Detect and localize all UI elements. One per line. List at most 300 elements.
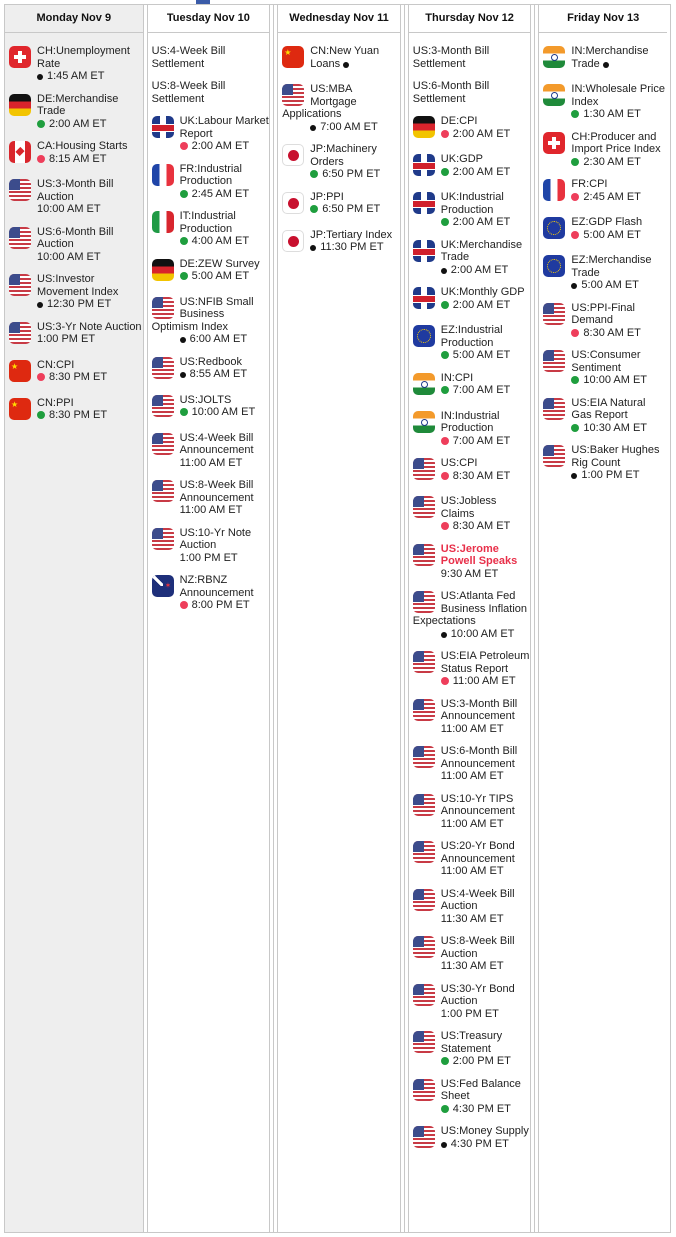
calendar-event[interactable] [413, 745, 531, 783]
event-name[interactable]: US:10-Yr TIPS Announcement [440, 792, 515, 817]
event-time-row [152, 188, 270, 201]
us-flag-icon [152, 297, 174, 319]
status-dot [571, 110, 579, 118]
event-name[interactable]: EZ:GDP Flash [571, 216, 643, 228]
us-flag-icon [413, 458, 435, 480]
status-dot [441, 472, 449, 480]
status-dot [180, 601, 188, 609]
event-time-row [9, 251, 143, 264]
event-time: 2:30 AM ET [583, 155, 641, 168]
us-flag-icon [413, 651, 435, 673]
day-header: Monday Nov 9 [5, 5, 143, 33]
event-time: 2:00 AM ET [452, 127, 511, 140]
calendar-event[interactable] [152, 210, 270, 248]
event-name[interactable]: JP:Machinery Orders [310, 143, 377, 168]
event-time: 5:00 AM ET [191, 270, 250, 282]
calendar-event[interactable] [543, 444, 667, 482]
us-flag-icon [413, 591, 435, 613]
us-flag-icon [9, 322, 31, 344]
event-time: 5:00 AM ET [581, 279, 639, 291]
china-flag-icon [282, 46, 304, 68]
us-flag-icon [413, 1126, 435, 1148]
day-column-thursday [405, 5, 536, 1232]
event-time-row [413, 435, 531, 448]
event-time-row [413, 264, 531, 277]
event-name[interactable]: US:Consumer Sentiment [571, 349, 641, 374]
day-column-tuesday [144, 5, 275, 1232]
event-time: 8:30 PM ET [49, 409, 108, 421]
event-name[interactable]: IN:Wholesale Price Index [571, 83, 665, 108]
event-time: 2:00 AM ET [452, 298, 511, 311]
event-time-row [543, 469, 667, 482]
canada-flag-icon [9, 141, 31, 163]
us-flag-icon [413, 746, 435, 768]
event-name[interactable]: US:3-Month Bill Settlement [412, 45, 490, 70]
calendar-event[interactable] [413, 543, 531, 581]
us-flag-icon [413, 1079, 435, 1101]
us-flag-icon [413, 699, 435, 721]
status-dot [343, 62, 349, 68]
calendar-event[interactable] [152, 163, 270, 201]
event-name[interactable]: US:4-Week Bill Announcement [179, 431, 254, 456]
event-name[interactable]: FR:CPI [571, 178, 608, 190]
event-time: 8:15 AM ET [49, 152, 107, 165]
calendar-event[interactable] [413, 191, 531, 229]
event-time: 10:00 AM ET [583, 374, 647, 386]
event-name[interactable]: US:Investor Movement Index [37, 273, 119, 298]
us-flag-icon [413, 794, 435, 816]
event-name[interactable]: JP:PPI [310, 190, 344, 203]
event-time: 10:30 AM ET [583, 421, 647, 434]
event-name[interactable]: US:Redbook [179, 355, 242, 368]
event-time: 2:00 AM ET [452, 216, 511, 228]
event-name[interactable]: IT:Industrial Production [179, 210, 236, 235]
event-time: 1:00 PM ET [440, 1007, 499, 1020]
calendar-event[interactable] [413, 983, 531, 1021]
status-dot [571, 329, 579, 337]
event-time: 1:00 PM ET [179, 551, 238, 564]
calendar-event[interactable] [282, 191, 400, 219]
status-dot [441, 1105, 449, 1113]
us-flag-icon [152, 480, 174, 502]
status-dot [441, 522, 449, 530]
calendar-event[interactable] [543, 131, 667, 169]
event-name[interactable]: US:JOLTS [179, 393, 232, 406]
calendar-event[interactable] [413, 888, 531, 926]
status-dot [37, 411, 45, 419]
calendar-event[interactable] [413, 650, 531, 688]
calendar-event[interactable] [543, 397, 667, 435]
event-time: 11:00 AM ET [440, 770, 504, 782]
event-time-row [413, 675, 531, 688]
event-time: 5:00 AM ET [583, 228, 641, 241]
event-time-row [9, 298, 143, 311]
uk-flag-icon [413, 192, 435, 214]
event-name[interactable]: IN:CPI [440, 371, 474, 384]
event-time: 2:45 AM ET [191, 187, 250, 200]
calendar-event[interactable] [9, 273, 143, 311]
italy-flag-icon [152, 211, 174, 233]
event-time-row [543, 279, 667, 292]
event-name[interactable]: US:EIA Natural Gas Report [571, 396, 646, 421]
event-time-row [543, 422, 667, 435]
economic-calendar [4, 4, 671, 1233]
event-time: 2:00 AM ET [191, 140, 250, 152]
event-name[interactable]: CN:New Yuan Loans [310, 45, 380, 70]
calendar-event[interactable] [9, 359, 143, 387]
status-dot [571, 231, 579, 239]
us-flag-icon [413, 496, 435, 518]
switzerland-flag-icon [9, 46, 31, 68]
us-flag-icon [152, 528, 174, 550]
calendar-event[interactable] [152, 394, 270, 422]
us-flag-icon [9, 227, 31, 249]
event-name[interactable]: UK:Industrial Production [440, 191, 504, 216]
uk-flag-icon [413, 240, 435, 262]
event-name[interactable]: DE:CPI [440, 115, 478, 127]
event-name[interactable]: US:Jobless Claims [440, 495, 497, 520]
status-dot [37, 373, 45, 381]
us-flag-icon [9, 274, 31, 296]
event-time-row [413, 216, 531, 229]
calendar-event[interactable] [413, 239, 531, 277]
event-time-row [282, 121, 400, 134]
event-name[interactable]: US:Money Supply [440, 1125, 529, 1137]
event-name[interactable]: US:8-Week Bill Settlement [151, 80, 226, 105]
event-name[interactable]: US:4-Week Bill Auction [440, 887, 515, 912]
status-dot [180, 272, 188, 280]
event-name[interactable]: US:NFIB Small Business Optimism Index [151, 295, 254, 333]
event-time-row [282, 168, 400, 181]
status-dot [441, 218, 449, 226]
us-flag-icon [543, 350, 565, 372]
calendar-event[interactable] [413, 45, 531, 70]
calendar-event[interactable] [543, 216, 667, 244]
status-dot [310, 205, 318, 213]
event-name[interactable]: CH:Unemployment Rate [37, 45, 130, 70]
event-time-row [152, 333, 270, 346]
event-name[interactable]: US:6-Month Bill Auction [37, 225, 114, 250]
status-dot [310, 125, 316, 131]
calendar-event[interactable] [413, 457, 531, 485]
calendar-event[interactable] [413, 153, 531, 181]
calendar-event[interactable] [282, 229, 400, 257]
status-dot [37, 302, 43, 308]
status-dot [441, 677, 449, 685]
calendar-event[interactable] [9, 321, 143, 349]
event-time: 8:30 AM ET [452, 469, 511, 482]
event-name[interactable]: US:8-Week Bill Announcement [179, 479, 254, 504]
event-name[interactable]: US:6-Month Bill Settlement [412, 80, 490, 105]
eu-flag-icon [413, 325, 435, 347]
calendar-event[interactable] [543, 302, 667, 340]
calendar-event[interactable] [9, 178, 143, 216]
event-name[interactable]: US:30-Yr Bond Auction [440, 982, 515, 1007]
event-time: 2:00 PM ET [452, 1055, 511, 1067]
event-time: 4:30 PM ET [452, 1102, 511, 1115]
us-flag-icon [413, 936, 435, 958]
us-flag-icon [152, 433, 174, 455]
event-time-row [543, 374, 667, 387]
event-name[interactable]: CA:Housing Starts [37, 140, 128, 152]
event-time-row [413, 568, 531, 581]
event-name[interactable]: CN:CPI [37, 358, 75, 371]
event-time: 5:00 AM ET [452, 349, 511, 361]
calendar-event[interactable] [543, 254, 667, 292]
event-time-row [413, 960, 531, 973]
event-name[interactable]: CN:PPI [37, 396, 74, 409]
status-dot [180, 337, 186, 343]
china-flag-icon [9, 398, 31, 420]
us-flag-icon [282, 84, 304, 106]
status-dot [571, 283, 577, 289]
event-name[interactable]: IN:Industrial Production [440, 409, 500, 434]
event-name[interactable]: EZ:Merchandise Trade [571, 254, 652, 279]
calendar-event[interactable] [152, 527, 270, 565]
calendar-event[interactable] [9, 397, 143, 425]
germany-flag-icon [9, 94, 31, 116]
event-time-row [152, 457, 270, 470]
calendar-event[interactable] [543, 349, 667, 387]
us-flag-icon [413, 1031, 435, 1053]
event-time-row [413, 818, 531, 831]
day-column-monday [5, 5, 144, 1232]
event-time-row [543, 156, 667, 169]
status-dot [441, 301, 449, 309]
event-time: 8:30 AM ET [452, 520, 511, 532]
status-dot [441, 632, 447, 638]
day-column-wednesday [274, 5, 405, 1232]
event-time: 10:00 AM ET [37, 250, 101, 263]
event-time-row [9, 118, 143, 131]
calendar-event[interactable] [413, 80, 531, 105]
calendar-event[interactable] [413, 935, 531, 973]
us-flag-icon [413, 984, 435, 1006]
event-name[interactable]: US:Fed Balance Sheet [440, 1077, 521, 1102]
calendar-event[interactable] [543, 178, 667, 206]
event-time: 12:30 PM ET [47, 298, 112, 310]
event-time: 9:30 AM ET [440, 567, 499, 580]
japan-flag-icon [282, 230, 304, 252]
france-flag-icon [543, 179, 565, 201]
calendar-event[interactable] [413, 1030, 531, 1068]
event-time-row [413, 1055, 531, 1068]
event-name[interactable]: US:3-Month Bill Auction [37, 178, 114, 203]
calendar-event[interactable] [413, 698, 531, 736]
calendar-event[interactable] [413, 1125, 531, 1153]
event-time-row [9, 203, 143, 216]
event-time-row [543, 327, 667, 340]
event-time: 7:00 AM ET [452, 434, 511, 447]
event-time-row [413, 865, 531, 878]
event-name[interactable]: US:CPI [440, 457, 478, 469]
calendar-event[interactable] [282, 45, 400, 73]
calendar-event[interactable] [152, 258, 270, 286]
calendar-event[interactable] [413, 495, 531, 533]
event-name[interactable]: DE:ZEW Survey [179, 257, 260, 270]
event-name[interactable]: UK:Merchandise Trade [440, 238, 523, 263]
status-dot [571, 424, 579, 432]
event-time-row [413, 913, 531, 926]
event-time: 4:00 AM ET [191, 235, 250, 247]
event-name[interactable]: US:Baker Hughes Rig Count [571, 444, 660, 469]
event-name[interactable]: UK:Labour Market Report [179, 115, 269, 140]
calendar-event[interactable] [152, 356, 270, 384]
calendar-event[interactable] [152, 296, 270, 346]
calendar-event[interactable] [282, 143, 400, 181]
calendar-event[interactable] [9, 45, 143, 83]
status-dot [441, 268, 447, 274]
calendar-event[interactable] [413, 410, 531, 448]
calendar-event[interactable] [543, 83, 667, 121]
event-name[interactable]: US:Treasury Statement [440, 1030, 503, 1055]
calendar-event[interactable] [413, 324, 531, 362]
us-flag-icon [543, 445, 565, 467]
us-flag-icon [413, 841, 435, 863]
event-name[interactable]: IN:Merchandise Trade [571, 45, 649, 70]
calendar-event[interactable] [152, 80, 270, 105]
event-name[interactable]: US:4-Week Bill Settlement [151, 45, 226, 70]
us-flag-icon [152, 357, 174, 379]
status-dot [441, 351, 449, 359]
event-time: 10:00 AM ET [37, 203, 101, 215]
status-dot [571, 158, 579, 166]
status-dot [180, 237, 188, 245]
event-name[interactable]: FR:Industrial Production [179, 162, 242, 187]
event-time-row [413, 770, 531, 783]
calendar-event[interactable] [152, 115, 270, 153]
calendar-event[interactable] [152, 574, 270, 612]
event-time: 11:30 PM ET [320, 241, 384, 253]
us-flag-icon [152, 395, 174, 417]
event-name[interactable]: US:EIA Petroleum Status Report [440, 650, 530, 675]
status-dot [441, 168, 449, 176]
us-flag-icon [543, 303, 565, 325]
event-name[interactable]: US:Atlanta Fed Business Inflation Expectations [412, 590, 528, 627]
event-time: 8:00 PM ET [191, 599, 250, 611]
status-dot [37, 74, 43, 80]
status-dot [310, 245, 316, 251]
event-name[interactable]: US:3-Month Bill Announcement [440, 697, 518, 722]
event-time: 8:30 AM ET [583, 326, 641, 339]
event-time: 11:30 AM ET [440, 960, 504, 972]
event-time-row [152, 235, 270, 248]
event-name[interactable]: UK:Monthly GDP [440, 286, 525, 298]
status-dot [603, 62, 609, 68]
calendar-event[interactable] [282, 83, 400, 133]
calendar-event[interactable] [413, 793, 531, 831]
event-time: 8:55 AM ET [189, 368, 248, 380]
calendar-event[interactable] [152, 45, 270, 70]
status-dot [180, 372, 186, 378]
india-flag-icon [413, 411, 435, 433]
event-name[interactable]: DE:Merchandise Trade [37, 92, 119, 117]
us-flag-icon [413, 889, 435, 911]
us-flag-icon [9, 179, 31, 201]
event-name[interactable]: US:Jerome Powell Speaks [440, 542, 518, 567]
status-dot [37, 120, 45, 128]
day-header: Tuesday Nov 10 [148, 5, 270, 33]
status-dot [37, 155, 45, 163]
india-flag-icon [543, 46, 565, 68]
event-time: 2:45 AM ET [583, 190, 641, 203]
event-time: 2:00 AM ET [450, 263, 509, 276]
calendar-event[interactable] [9, 140, 143, 168]
event-name[interactable]: CH:Producer and Import Price Index [571, 130, 661, 155]
calendar-event[interactable] [152, 479, 270, 517]
france-flag-icon [152, 164, 174, 186]
status-dot [180, 142, 188, 150]
day-header: Friday Nov 13 [539, 5, 667, 33]
event-name[interactable]: US:20-Yr Bond Announcement [440, 840, 515, 865]
day-header: Wednesday Nov 11 [278, 5, 400, 33]
event-time-row [413, 1103, 531, 1116]
calendar-event[interactable] [9, 226, 143, 264]
event-name[interactable]: EZ:Industrial Production [440, 324, 503, 349]
event-name[interactable]: US:PPI-Final Demand [571, 301, 635, 326]
event-name[interactable]: US:MBA Mortgage Applications [282, 83, 357, 120]
japan-flag-icon [282, 192, 304, 214]
event-name[interactable]: JP:Tertiary Index [310, 228, 393, 241]
event-name[interactable]: US:6-Month Bill Announcement [440, 745, 518, 770]
event-time: 11:00 AM ET [179, 504, 243, 516]
event-time: 1:00 PM ET [581, 469, 640, 481]
event-name[interactable]: US:3-Yr Note Auction [37, 320, 142, 333]
event-time: 1:30 AM ET [583, 108, 641, 120]
event-time: 1:45 AM ET [47, 70, 105, 82]
status-dot [441, 386, 449, 394]
calendar-event[interactable] [413, 115, 531, 143]
calendar-event[interactable] [543, 45, 667, 73]
event-time: 11:00 AM ET [179, 456, 243, 469]
japan-flag-icon [282, 144, 304, 166]
status-dot [441, 1142, 447, 1148]
event-time-row [413, 723, 531, 736]
event-name[interactable]: UK:GDP [440, 153, 483, 165]
calendar-event[interactable] [9, 93, 143, 131]
calendar-event[interactable] [413, 286, 531, 314]
event-time: 8:30 PM ET [49, 371, 108, 383]
event-time: 6:00 AM ET [189, 333, 248, 345]
event-time: 7:00 AM ET [320, 120, 378, 133]
event-time: 6:50 PM ET [322, 203, 381, 215]
event-time-row [152, 599, 270, 612]
event-time: 2:00 AM ET [452, 165, 511, 178]
new-zealand-flag-icon [152, 575, 174, 597]
event-time: 11:00 AM ET [440, 817, 504, 830]
uk-flag-icon [413, 154, 435, 176]
event-time: 10:00 AM ET [191, 406, 256, 418]
calendar-event[interactable] [413, 840, 531, 878]
event-time-row [413, 520, 531, 533]
calendar-event[interactable] [413, 590, 531, 640]
india-flag-icon [543, 84, 565, 106]
event-time: 11:00 AM ET [452, 675, 516, 687]
status-dot [441, 130, 449, 138]
calendar-event[interactable] [413, 1078, 531, 1116]
event-name[interactable]: NZ:RBNZ Announcement [179, 574, 254, 599]
germany-flag-icon [413, 116, 435, 138]
day-column-friday [535, 5, 670, 1232]
calendar-event[interactable] [413, 372, 531, 400]
calendar-event[interactable] [152, 432, 270, 470]
event-name[interactable]: US:8-Week Bill Auction [440, 935, 515, 960]
status-dot [571, 473, 577, 479]
event-name[interactable]: US:10-Yr Note Auction [179, 526, 252, 551]
event-time-row [543, 108, 667, 121]
status-dot [310, 170, 318, 178]
us-flag-icon [413, 544, 435, 566]
